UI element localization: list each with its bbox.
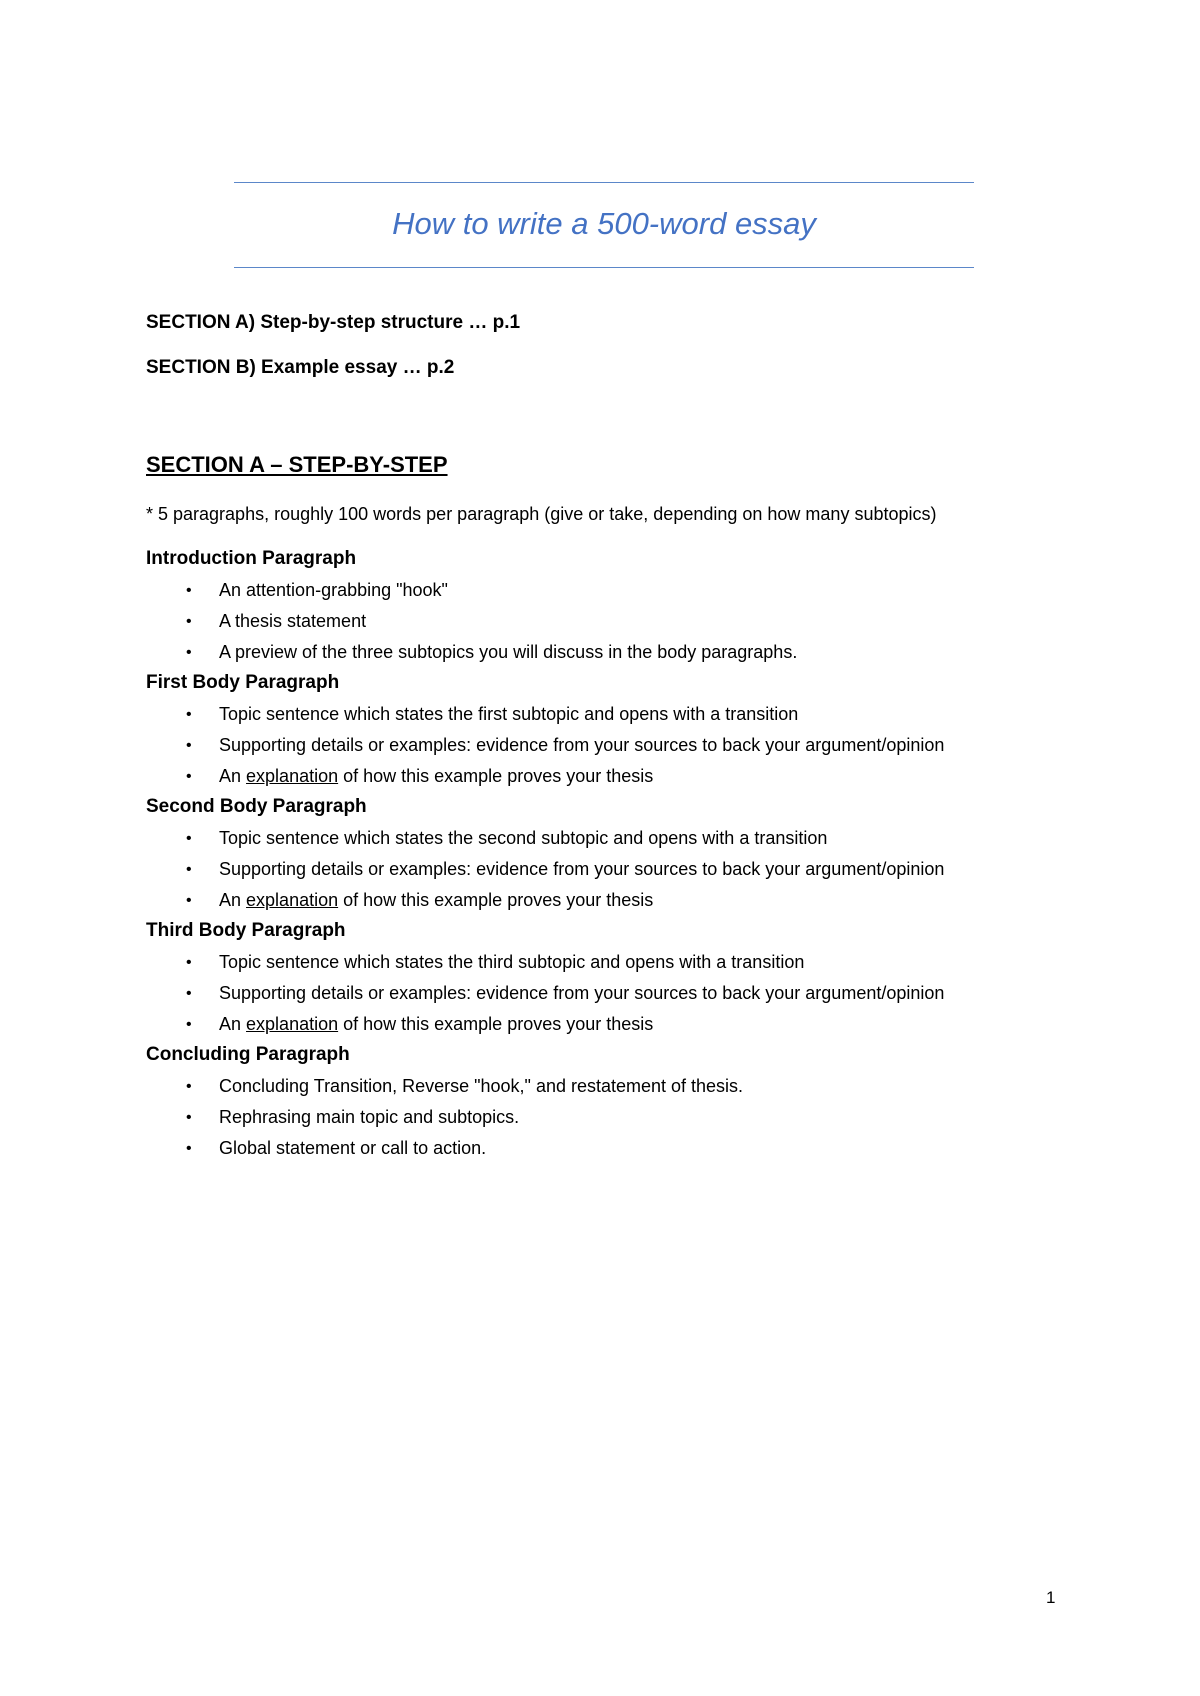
part-second-body [146,792,1076,916]
bullet-icon: • [186,582,192,599]
list-item [146,761,1076,792]
bullet-icon: • [186,706,192,723]
list-item [146,1133,1076,1164]
list-item-text: Concluding Transition, Reverse "hook," and restatement of thesis. [219,1076,744,1096]
page-number: 1 [1046,1588,1056,1607]
list-item [146,823,1076,854]
document-title: How to write a 500-word essay [392,206,816,241]
list-item [146,575,1076,606]
title-bottom-rule [234,267,974,268]
list-item-text: A thesis statement [219,611,367,631]
list-item [146,606,1076,637]
part-third-body [146,916,1076,1040]
list-item [146,947,1076,978]
part-heading: Second Body Paragraph [146,796,367,817]
list-item [146,854,1076,885]
explanation-underlined: explanation [246,890,339,910]
explanation-underlined: explanation [246,766,339,786]
list-item-text: Topic sentence which states the second subtopic and opens with a transition [219,828,828,848]
list-item-text: Rephrasing main topic and subtopics. [219,1107,520,1127]
bullet-icon: • [186,892,192,909]
list-item-prefix: An [219,766,247,786]
bullet-icon: • [186,1078,192,1095]
list-item [146,699,1076,730]
list-item-text: Global statement or call to action. [219,1138,487,1158]
bullet-icon: • [186,1016,192,1033]
bullet-icon: • [186,737,192,754]
part-heading: Concluding Paragraph [146,1044,350,1065]
list-item-text: Supporting details or examples: evidence from your sources to back your argument/opinion [219,859,945,879]
list-item [146,1009,1076,1040]
list-item [146,1102,1076,1133]
list-item-prefix: An [219,1014,247,1034]
list-item-text: A preview of the three subtopics you will discuss in the body paragraphs. [219,642,798,662]
part-introduction [146,544,1076,668]
part-heading: Third Body Paragraph [146,920,346,941]
bullet-list [146,947,1076,1040]
bullet-icon: • [186,861,192,878]
paragraph-count-note: * 5 paragraphs, roughly 100 words per paragraph (give or take, depending on how many subtopics) [146,504,937,524]
part-concluding [146,1040,1076,1164]
list-item-suffix: of how this example proves your thesis [338,1014,654,1034]
list-item [146,885,1076,916]
bullet-list [146,699,1076,792]
bullet-icon: • [186,954,192,971]
list-item [146,1071,1076,1102]
essay-outline [146,544,1076,1164]
list-item [146,637,1076,668]
section-a-heading: SECTION A – STEP-BY-STEP [146,452,448,477]
list-item [146,730,1076,761]
list-item-suffix: of how this example proves your thesis [338,890,654,910]
list-item-text: Supporting details or examples: evidence from your sources to back your argument/opinion [219,735,945,755]
bullet-list [146,575,1076,668]
list-item-text: Topic sentence which states the first subtopic and opens with a transition [219,704,799,724]
bullet-icon: • [186,644,192,661]
bullet-icon: • [186,1140,192,1157]
bullet-list [146,1071,1076,1164]
explanation-underlined: explanation [246,1014,339,1034]
bullet-icon: • [186,768,192,785]
list-item [146,978,1076,1009]
toc-entry-section-a: SECTION A) Step-by-step structure … p.1 [146,312,521,333]
bullet-icon: • [186,985,192,1002]
list-item-prefix: An [219,890,247,910]
toc-entry-section-b: SECTION B) Example essay … p.2 [146,357,455,378]
part-heading: Introduction Paragraph [146,548,357,569]
list-item-text: An attention-grabbing "hook" [219,580,448,600]
list-item-text: Topic sentence which states the third subtopic and opens with a transition [219,952,805,972]
list-item-text: Supporting details or examples: evidence from your sources to back your argument/opinion [219,983,945,1003]
title-block [234,182,974,268]
bullet-icon: • [186,830,192,847]
bullet-icon: • [186,613,192,630]
bullet-icon: • [186,1109,192,1126]
table-of-contents [146,309,520,399]
list-item-suffix: of how this example proves your thesis [338,766,654,786]
part-first-body [146,668,1076,792]
part-heading: First Body Paragraph [146,672,340,693]
bullet-list [146,823,1076,916]
